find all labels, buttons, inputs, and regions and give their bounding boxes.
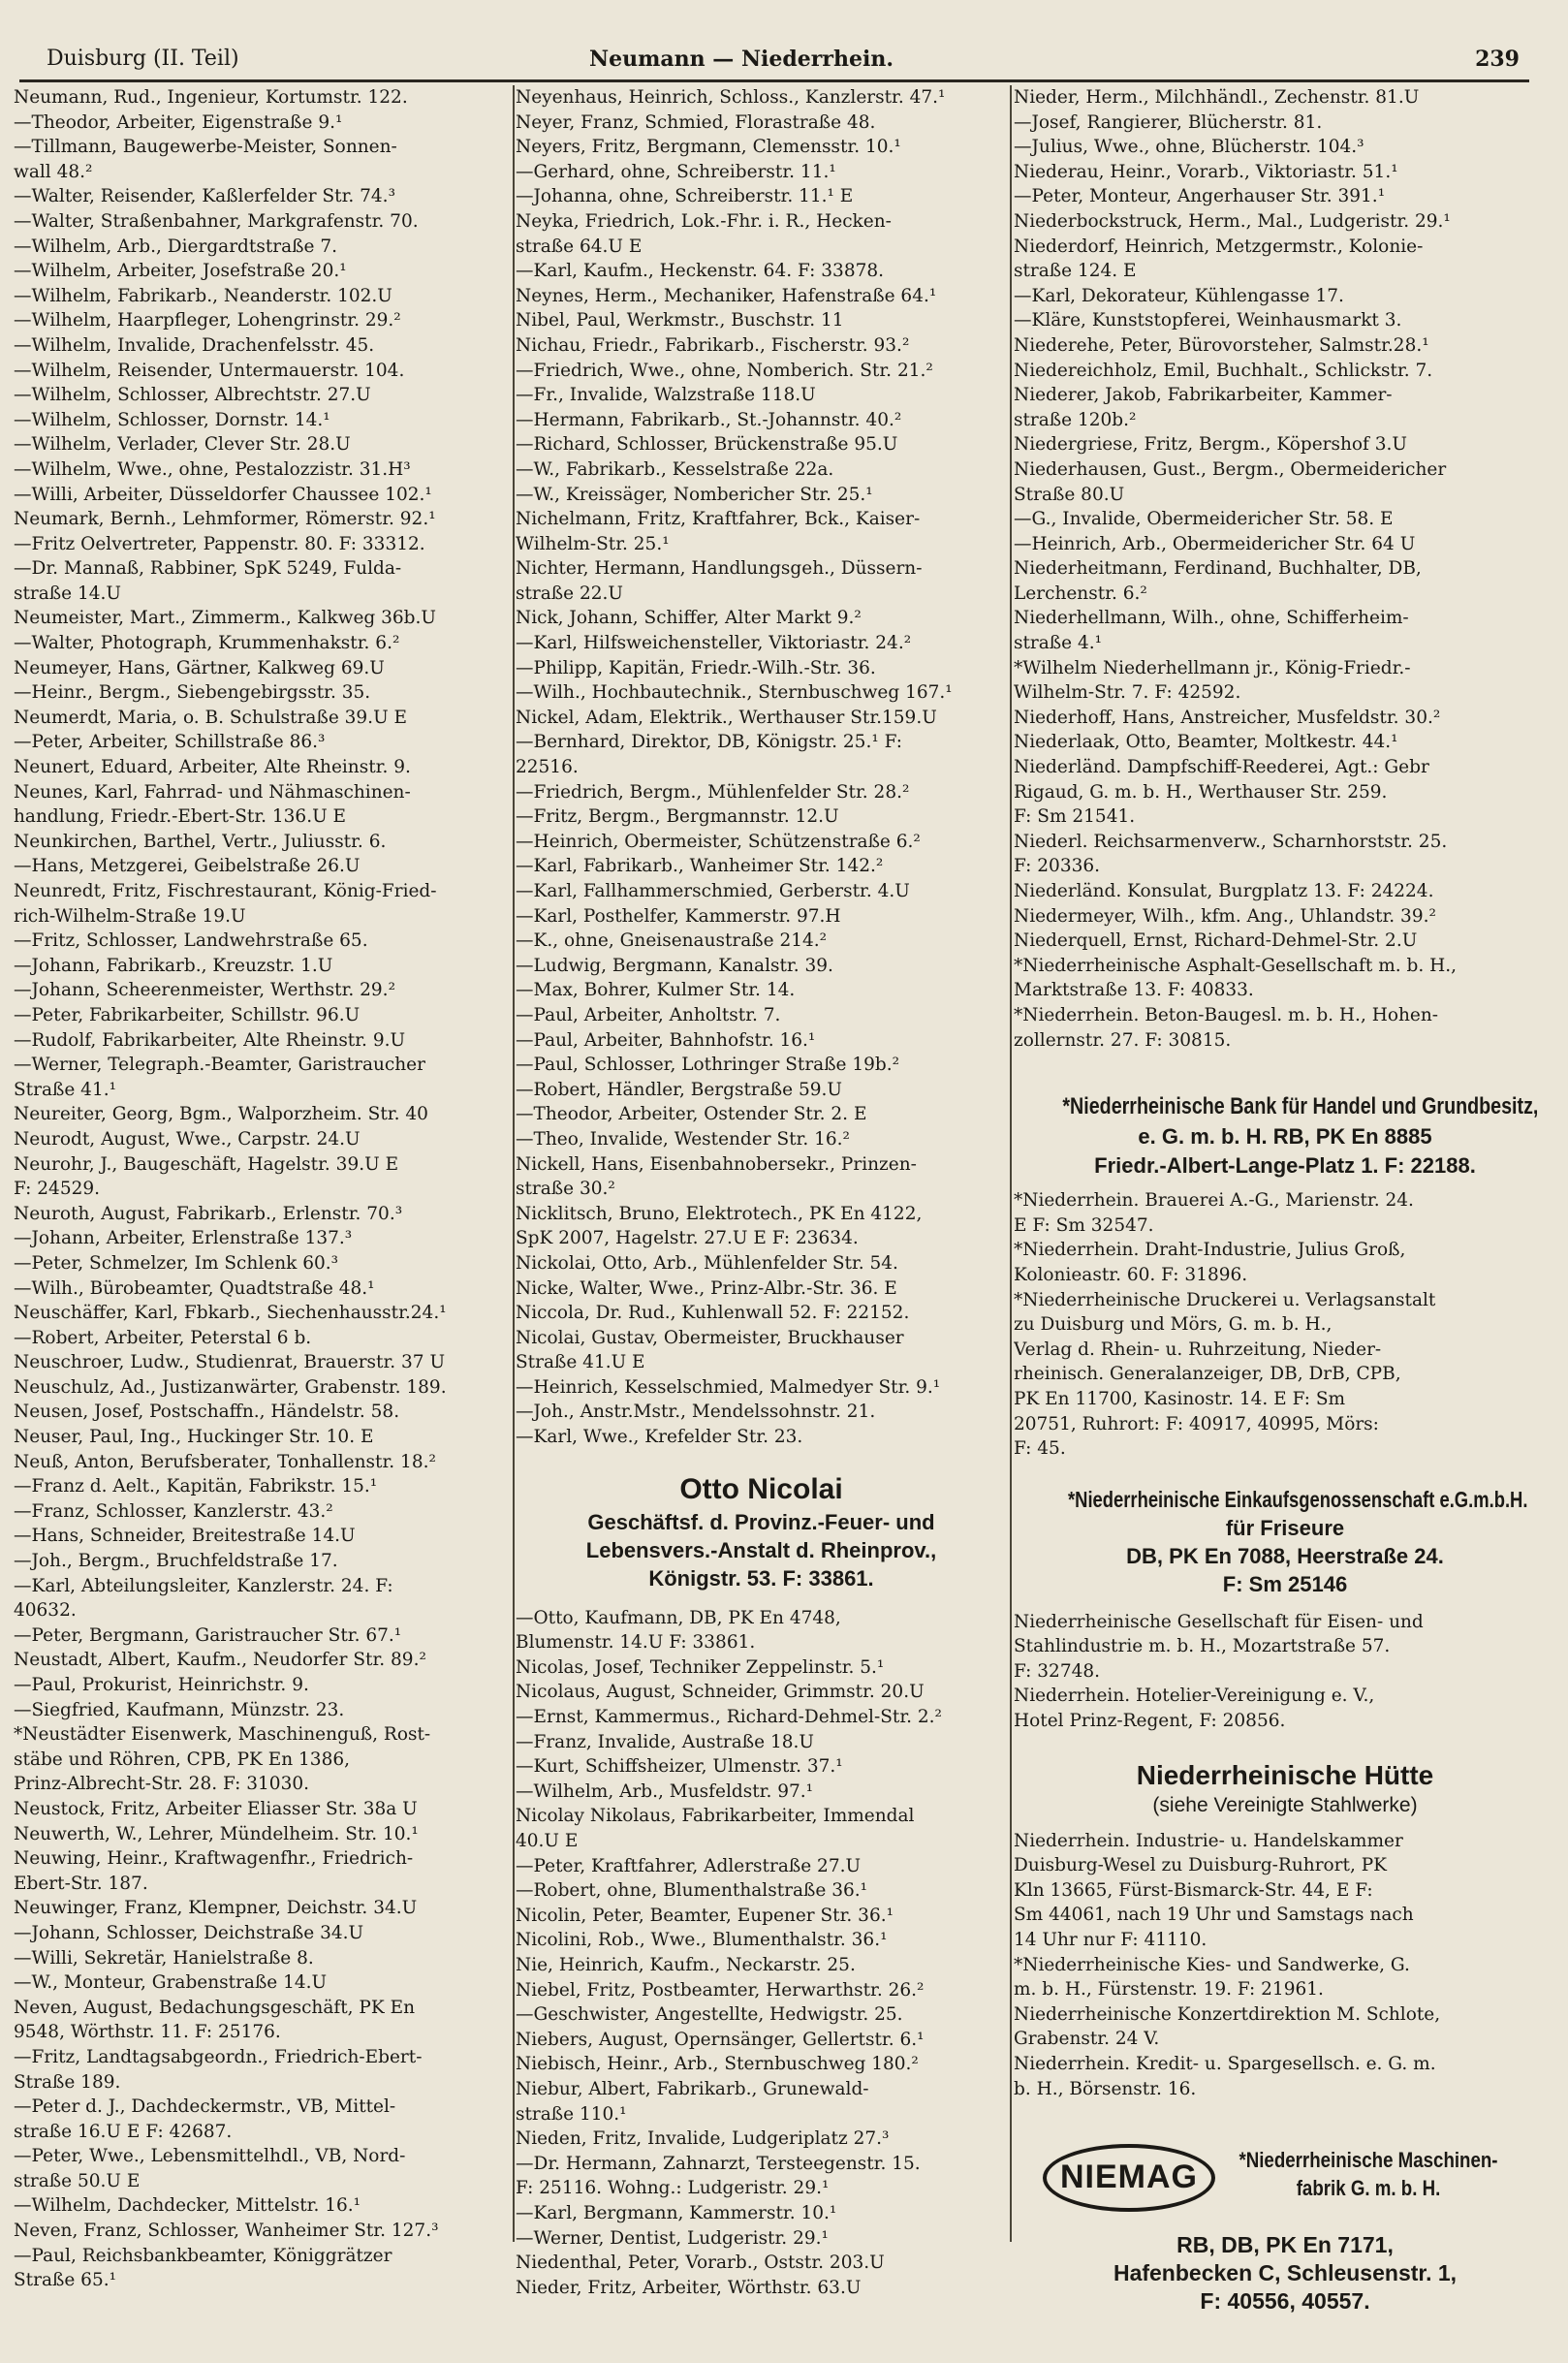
- directory-entry-line: F: Sm 21541.: [1014, 806, 1136, 828]
- directory-entry-line: —Geschwister, Angestellte, Hedwigstr. 25.: [516, 2004, 903, 2026]
- directory-entry-line: Straße 41.U E: [516, 1352, 645, 1373]
- directory-entry-line: rich-Wilhelm-Straße 19.U: [14, 905, 246, 927]
- directory-entry-line: Sm 44061, nach 19 Uhr und Samstags nach: [1014, 1905, 1414, 1926]
- ad-line: Friedr.-Albert-Lange-Platz 1. F: 22188.: [1094, 1153, 1476, 1179]
- directory-entry-line: —Hans, Metzgerei, Geibelstraße 26.U: [14, 856, 361, 877]
- directory-entry-line: —Franz d. Aelt., Kapitän, Fabrikstr. 15.¹: [14, 1476, 378, 1497]
- directory-entry-line: Nickolai, Otto, Arb., Mühlenfelder Str. 54.: [516, 1252, 898, 1274]
- directory-entry-line: —Willi, Arbeiter, Düsseldorfer Chaussee 102.¹: [14, 484, 432, 505]
- directory-entry-line: —Friedrich, Wwe., ohne, Nomberich. Str. 21.²: [516, 360, 933, 381]
- ad-line: RB, DB, PK En 7171,: [1176, 2232, 1394, 2258]
- directory-entry-line: zollernstr. 27. F: 30815.: [1014, 1029, 1232, 1051]
- directory-entry-line: —Peter d. J., Dachdeckermstr., VB, Mittel-: [14, 2096, 396, 2118]
- directory-entry-line: Neuschroer, Ludw., Studienrat, Brauerstr. 37 U: [14, 1352, 446, 1373]
- entry-list: [1014, 1188, 1556, 1462]
- directory-entry-line: Prinz-Albrecht-Str. 28. F: 31030.: [14, 1774, 309, 1795]
- directory-entry-line: —Wilh., Bürobeamter, Quadtstraße 48.¹: [14, 1277, 375, 1299]
- directory-entry-line: —Robert, ohne, Blumenthalstraße 36.¹: [516, 1880, 868, 1902]
- directory-entry-line: —Walter, Photograph, Krummenhakstr. 6.²: [14, 633, 400, 654]
- directory-entry-line: —Karl, Bergmann, Kammerstr. 10.¹: [516, 2202, 837, 2223]
- ad-line: (siehe Vereinigte Stahlwerke): [1152, 1793, 1418, 1816]
- directory-entry-line: —Wilhelm, Reisender, Untermauerstr. 104.: [14, 360, 405, 381]
- directory-entry-line: straße 50.U E: [14, 2170, 141, 2191]
- directory-entry-line: *Niederrheinische Kies- und Sandwerke, G.: [1014, 1954, 1410, 1975]
- directory-entry-line: Kln 13665, Fürst-Bismarck-Str. 44, E F:: [1014, 1879, 1373, 1901]
- directory-entry-line: Neunkirchen, Barthel, Vertr., Juliusstr. 6.: [14, 831, 387, 852]
- directory-entry-line: Wilhelm-Str. 7. F: 42592.: [1014, 682, 1241, 704]
- directory-entry-line: Neven, Franz, Schlosser, Wanheimer Str. 127.³: [14, 2221, 439, 2242]
- directory-entry-line: 22516.: [516, 757, 579, 778]
- directory-entry-line: Niederrhein. Kredit- u. Spargesellsch. e. G. m.: [1014, 2054, 1436, 2074]
- column-3: [1014, 85, 1556, 2363]
- directory-entry-line: stäbe und Röhren, CPB, PK En 1386,: [14, 1749, 351, 1770]
- directory-entry-line: Straße 80.U: [1014, 484, 1125, 505]
- directory-entry-line: Ebert-Str. 187.: [14, 1873, 148, 1894]
- directory-entry-line: —Wilhelm, Arb., Diergardtstraße 7.: [14, 236, 337, 257]
- directory-entry-line: —Joh., Bergm., Bruchfeldstraße 17.: [14, 1551, 338, 1572]
- directory-entry-line: Niederehe, Peter, Bürovorsteher, Salmstr.28.¹: [1014, 334, 1429, 356]
- directory-entry-line: —W., Monteur, Grabenstraße 14.U: [14, 1972, 328, 1994]
- directory-entry-line: —Werner, Dentist, Ludgeristr. 29.¹: [516, 2227, 829, 2249]
- directory-entry-line: Neyers, Fritz, Bergmann, Clemensstr. 10.¹: [516, 137, 901, 158]
- directory-entry-line: —Paul, Arbeiter, Bahnhofstr. 16.¹: [516, 1029, 816, 1051]
- niemag-logo-text: NIEMAG: [1060, 2158, 1198, 2196]
- entry-list: [516, 85, 1007, 1450]
- directory-entry-line: —Philipp, Kapitän, Friedr.-Wilh.-Str. 36.: [516, 657, 876, 678]
- directory-entry-line: Neunes, Karl, Fahrrad- und Nähmaschinen-: [14, 781, 411, 803]
- directory-entry-line: straße 22.U: [516, 583, 623, 604]
- directory-entry-line: Nicolini, Rob., Wwe., Blumenthalstr. 36.¹: [516, 1930, 888, 1951]
- directory-entry-line: Niederrheinische Konzertdirektion M. Schlote,: [1014, 2003, 1441, 2025]
- ad-niemag: [1014, 2140, 1556, 2363]
- directory-entry-line: 20751, Ruhrort: F: 40917, 40995, Mörs:: [1014, 1413, 1379, 1434]
- directory-entry-line: —Willi, Sekretär, Hanielstraße 8.: [14, 1947, 314, 1969]
- directory-entry-line: Nie, Heinrich, Kaufm., Neckarstr. 25.: [516, 1954, 856, 1975]
- directory-entry-line: Neureiter, Georg, Bgm., Walporzheim. Str. 40: [14, 1104, 428, 1125]
- directory-entry-line: —Rudolf, Fabrikarbeiter, Alte Rheinstr. 9.U: [14, 1029, 406, 1051]
- directory-entry-line: Niederhausen, Gust., Bergm., Obermeidericher: [1014, 458, 1447, 480]
- directory-entry-line: —Fritz Oelvertreter, Pappenstr. 80. F: 33312.: [14, 533, 425, 554]
- directory-entry-line: straße 14.U: [14, 583, 121, 604]
- directory-entry-line: Kolonieastr. 60. F: 31896.: [1014, 1264, 1248, 1285]
- directory-entry-line: —Theodor, Arbeiter, Ostender Str. 2. E: [516, 1104, 867, 1125]
- directory-entry-line: straße 110.¹: [516, 2103, 627, 2125]
- directory-entry-line: Blumenstr. 14.U F: 33861.: [516, 1632, 756, 1654]
- directory-entry-line: Niebers, August, Opernsänger, Gellertstr. 6.¹: [516, 2029, 925, 2050]
- directory-entry-line: rheinisch. Generalanzeiger, DB, DrB, CPB,: [1014, 1364, 1401, 1385]
- directory-entry-line: —Peter, Monteur, Angerhauser Str. 391.¹: [1014, 186, 1386, 207]
- directory-entry-line: —Karl, Kaufm., Heckenstr. 64. F: 33878.: [516, 261, 885, 282]
- directory-entry-line: F: 25116. Wohng.: Ludgeristr. 29.¹: [516, 2178, 830, 2199]
- directory-entry-line: Nieder, Herm., Milchhändl., Zechenstr. 81.U: [1014, 87, 1420, 108]
- directory-entry-line: Neuwerth, W., Lehrer, Mündelheim. Str. 10.¹: [14, 1823, 419, 1844]
- directory-entry-line: —Ludwig, Bergmann, Kanalstr. 39.: [516, 955, 833, 976]
- directory-entry-line: *Niederrheinische Druckerei u. Verlagsanstalt: [1014, 1289, 1436, 1310]
- directory-entry-line: Niederbockstruck, Herm., Mal., Ludgeristr. 29.¹: [1014, 210, 1451, 232]
- directory-entry-line: F: 20336.: [1014, 856, 1101, 877]
- directory-entry-line: Niederhoff, Hans, Anstreicher, Musfeldstr. 30.²: [1014, 707, 1441, 728]
- ad-title: Niederrheinische Hütte: [1136, 1759, 1434, 1790]
- ad-company-name: [1237, 2146, 1500, 2202]
- directory-entry-line: Neuroth, August, Fabrikarb., Erlenstr. 70.³: [14, 1203, 403, 1224]
- directory-entry-line: Niedereichholz, Emil, Buchhalt., Schlickstr. 7.: [1014, 360, 1433, 381]
- directory-entry-line: Marktstraße 13. F: 40833.: [1014, 980, 1254, 1001]
- directory-entry-line: Nicolai, Gustav, Obermeister, Bruckhauser: [516, 1327, 904, 1348]
- directory-entry-line: —G., Invalide, Obermeidericher Str. 58. E: [1014, 509, 1394, 530]
- directory-entry-line: straße 120b.²: [1014, 409, 1137, 430]
- directory-entry-line: Hotel Prinz-Regent, F: 20856.: [1014, 1711, 1286, 1732]
- directory-entry-line: —Peter, Arbeiter, Schillstraße 86.³: [14, 732, 326, 753]
- directory-entry-line: —Wilhelm, Verlader, Clever Str. 28.U: [14, 434, 351, 456]
- directory-entry-line: Neumann, Rud., Ingenieur, Kortumstr. 122.: [14, 87, 408, 108]
- column-1: [14, 85, 517, 2293]
- directory-entry-line: —Wilhelm, Invalide, Drachenfelsstr. 45.: [14, 334, 375, 356]
- directory-entry-line: —Theodor, Arbeiter, Eigenstraße 9.¹: [14, 111, 343, 133]
- directory-entry-line: —Karl, Fallhammerschmied, Gerberstr. 4.U: [516, 881, 910, 901]
- directory-entry-line: Niebel, Fritz, Postbeamter, Herwarthstr. 26.²: [516, 1979, 925, 2001]
- directory-entry-line: m. b. H., Fürstenstr. 19. F: 21961.: [1014, 1979, 1324, 2001]
- directory-entry-line: Niederer, Jakob, Fabrikarbeiter, Kammer-: [1014, 385, 1393, 406]
- directory-entry-line: —Karl, Fabrikarb., Wanheimer Str. 142.²: [516, 856, 884, 877]
- directory-entry-line: —W., Kreissäger, Nombericher Str. 25.¹: [516, 484, 873, 505]
- directory-entry-line: —Franz, Invalide, Austraße 18.U: [516, 1731, 814, 1752]
- directory-entry-line: —Fr., Invalide, Walzstraße 118.U: [516, 385, 816, 406]
- directory-entry-line: straße 16.U E F: 42687.: [14, 2121, 233, 2142]
- directory-entry-line: —Hans, Schneider, Breitestraße 14.U: [14, 1526, 356, 1547]
- directory-entry-line: *Niederrheinische Asphalt-Gesellschaft m. b. H.,: [1014, 955, 1457, 976]
- directory-entry-line: Neumeyer, Hans, Gärtner, Kalkweg 69.U: [14, 657, 385, 678]
- directory-entry-line: F: 45.: [1014, 1438, 1066, 1460]
- directory-entry-line: 40632.: [14, 1600, 77, 1622]
- directory-entry-line: Nicolas, Josef, Techniker Zeppelinstr. 5.¹: [516, 1656, 885, 1678]
- directory-entry-line: —Richard, Schlosser, Brückenstraße 95.U: [516, 434, 898, 456]
- directory-entry-line: —Karl, Dekorateur, Kühlengasse 17.: [1014, 285, 1344, 306]
- ad-line: Lebensvers.-Anstalt d. Rheinprov.,: [585, 1537, 937, 1562]
- directory-entry-line: Neurodt, August, Wwe., Carpstr. 24.U: [14, 1128, 361, 1150]
- directory-entry-line: Nicolay Nikolaus, Fabrikarbeiter, Immendal: [516, 1806, 915, 1827]
- directory-entry-line: Neusen, Josef, Postschaffn., Händelstr. 58.: [14, 1402, 400, 1423]
- directory-entry-line: —Paul, Prokurist, Heinrichstr. 9.: [14, 1675, 309, 1695]
- directory-entry-line: —Kurt, Schiffsheizer, Ulmenstr. 37.¹: [516, 1756, 843, 1778]
- ad-line: F: 40556, 40557.: [1200, 2288, 1370, 2315]
- directory-entry-line: —Peter, Schmelzer, Im Schlenk 60.³: [14, 1252, 339, 1274]
- directory-entry-line: Rigaud, G. m. b. H., Werthauser Str. 259.: [1014, 781, 1388, 803]
- directory-entry-line: —Werner, Telegraph.-Beamter, Garistraucher: [14, 1055, 425, 1076]
- directory-entry-line: —Karl, Abteilungsleiter, Kanzlerstr. 24. F:: [14, 1575, 393, 1596]
- directory-entry-line: —Peter, Wwe., Lebensmittelhdl., VB, Nord-: [14, 2146, 406, 2167]
- ad-line: F: Sm 25146: [1222, 1571, 1348, 1596]
- ad-niederrheinische-bank: [1014, 1091, 1556, 1181]
- directory-entry-line: —Robert, Händler, Bergstraße 59.U: [516, 1079, 842, 1100]
- directory-entry-line: Lerchenstr. 6.²: [1014, 583, 1147, 604]
- directory-entry-line: Neuß, Anton, Berufsberater, Tonhallenstr. 18.²: [14, 1451, 436, 1472]
- directory-entry-line: Nicklitsch, Bruno, Elektrotech., PK En 4122,: [516, 1203, 923, 1224]
- directory-entry-line: *Niederrhein. Brauerei A.-G., Marienstr. 24.: [1014, 1190, 1414, 1212]
- ad-einkaufsgenossenschaft: [1014, 1485, 1556, 1598]
- page-number: 239: [1475, 47, 1520, 72]
- directory-entry-line: 14 Uhr nur F: 41110.: [1014, 1930, 1207, 1951]
- directory-entry-line: —Franz, Schlosser, Kanzlerstr. 43.²: [14, 1500, 333, 1522]
- directory-entry-line: —Wilhelm, Wwe., ohne, Pestalozzistr. 31.H³: [14, 458, 411, 480]
- directory-entry-line: Nicolin, Peter, Beamter, Eupener Str. 36.¹: [516, 1905, 894, 1926]
- directory-entry-line: Neustadt, Albert, Kaufm., Neudorfer Str. 89.²: [14, 1650, 426, 1671]
- directory-entry-line: —Paul, Schlosser, Lothringer Straße 19b.²: [516, 1055, 900, 1076]
- directory-entry-line: Stahlindustrie m. b. H., Mozartstraße 57.: [1014, 1636, 1391, 1657]
- directory-entry-line: —Dr. Mannaß, Rabbiner, SpK 5249, Fulda-: [14, 558, 402, 580]
- directory-entry-line: Neuser, Paul, Ing., Huckinger Str. 10. E: [14, 1427, 374, 1448]
- ad-niederrheinische-huette: [1014, 1759, 1556, 1819]
- entry-list: [1014, 85, 1556, 1053]
- header-rule: [19, 79, 1529, 82]
- directory-entry-line: Niederlaak, Otto, Beamter, Moltkestr. 44.¹: [1014, 732, 1398, 753]
- directory-entry-line: Straße 189.: [14, 2071, 121, 2093]
- directory-entry-line: 40.U E: [516, 1831, 579, 1851]
- directory-entry-line: straße 124. E: [1014, 261, 1137, 282]
- directory-entry-line: Niccola, Dr. Rud., Kuhlenwall 52. F: 22152.: [516, 1303, 910, 1324]
- directory-entry-line: Niederrhein. Hotelier-Vereinigung e. V.,: [1014, 1686, 1375, 1707]
- directory-entry-line: —Otto, Kaufmann, DB, PK En 4748,: [516, 1607, 841, 1628]
- ad-line: Hafenbecken C, Schleusenstr. 1,: [1113, 2260, 1458, 2286]
- directory-entry-line: *Wilhelm Niederhellmann jr., König-Friedr.-: [1014, 657, 1411, 678]
- directory-entry-line: Niedermeyer, Wilh., kfm. Ang., Uhlandstr. 39.²: [1014, 905, 1436, 927]
- directory-entry-line: —Dr. Hermann, Zahnarzt, Tersteegenstr. 15.: [516, 2153, 921, 2174]
- directory-entry-line: —Robert, Arbeiter, Peterstal 6 b.: [14, 1327, 312, 1348]
- directory-entry-line: —Friedrich, Bergm., Mühlenfelder Str. 28.²: [516, 781, 910, 803]
- directory-entry-line: Neustock, Fritz, Arbeiter Eliasser Str. 38a U: [14, 1798, 418, 1819]
- directory-entry-line: Niedenthal, Peter, Vorarb., Oststr. 203.U: [516, 2253, 885, 2274]
- directory-entry-line: —Wilhelm, Schlosser, Albrechtstr. 27.U: [14, 385, 371, 406]
- directory-entry-line: —Paul, Arbeiter, Anholtstr. 7.: [516, 1004, 781, 1025]
- directory-entry-line: E F: Sm 32547.: [1014, 1214, 1154, 1236]
- directory-entry-line: handlung, Friedr.-Ebert-Str. 136.U E: [14, 806, 347, 828]
- directory-entry-line: Nicolaus, August, Schneider, Grimmstr. 20.U: [516, 1682, 925, 1703]
- directory-entry-line: —Bernhard, Direktor, DB, Königstr. 25.¹ F:: [516, 732, 903, 753]
- directory-entry-line: Neurohr, J., Baugeschäft, Hagelstr. 39.U E: [14, 1153, 399, 1175]
- directory-entry-line: Neyka, Friedrich, Lok.-Fhr. i. R., Hecken-: [516, 210, 892, 232]
- directory-entry-line: —Wilhelm, Arbeiter, Josefstraße 20.¹: [14, 261, 347, 282]
- directory-entry-line: SpK 2007, Hagelstr. 27.U E F: 23634.: [516, 1228, 859, 1249]
- directory-entry-line: —Wilhelm, Arb., Musfeldstr. 97.¹: [516, 1780, 814, 1802]
- entry-list: [14, 85, 517, 2293]
- ad-otto-nicolai: [516, 1471, 1007, 1592]
- directory-entry-line: Nibel, Paul, Werkmstr., Buschstr. 11: [516, 310, 844, 331]
- directory-entry-line: —Wilh., Hochbautechnik., Sternbuschweg 167.¹: [516, 682, 953, 704]
- directory-entry-line: Niedergriese, Fritz, Bergm., Köpershof 3.U: [1014, 434, 1408, 456]
- directory-entry-line: Neuwinger, Franz, Klempner, Deichstr. 34.U: [14, 1898, 418, 1919]
- directory-entry-line: —Walter, Reisender, Kaßlerfelder Str. 74.³: [14, 186, 395, 207]
- directory-entry-line: Nichelmann, Fritz, Kraftfahrer, Bck., Kaiser-: [516, 509, 921, 530]
- directory-entry-line: Neuschäffer, Karl, Fbkarb., Siechenhausstr.24.¹: [14, 1303, 447, 1324]
- directory-entry-line: —Wilhelm, Haarpfleger, Lohengrinstr. 29.²: [14, 310, 401, 331]
- directory-entry-line: —Walter, Straßenbahner, Markgrafenstr. 70.: [14, 210, 419, 232]
- directory-entry-line: *Niederrhein. Beton-Baugesl. m. b. H., Hohen-: [1014, 1004, 1439, 1025]
- directory-entry-line: *Niederrhein. Draht-Industrie, Julius Groß,: [1014, 1240, 1406, 1261]
- directory-entry-line: —Theo, Invalide, Westender Str. 16.²: [516, 1128, 850, 1150]
- directory-entry-line: Niederländ. Dampfschiff-Reederei, Agt.: Gebr: [1014, 757, 1429, 778]
- ad-line: Königstr. 53. F: 33861.: [648, 1565, 874, 1591]
- directory-entry-line: Neunert, Eduard, Arbeiter, Alte Rheinstr. 9.: [14, 757, 411, 778]
- directory-entry-line: Niebur, Albert, Fabrikarb., Grunewald-: [516, 2078, 869, 2099]
- directory-entry-line: —Fritz, Schlosser, Landwehrstraße 65.: [14, 930, 368, 952]
- ad-line: e. G. m. b. H. RB, PK En 8885: [1138, 1124, 1432, 1150]
- ad-line: *Niederrheinische Maschinen-: [1239, 2148, 1498, 2173]
- directory-entry-line: —Heinrich, Obermeister, Schützenstraße 6.²: [516, 831, 921, 852]
- directory-entry-line: Straße 65.¹: [14, 2270, 117, 2291]
- entry-list: [516, 1606, 1007, 2301]
- directory-entry-line: —Karl, Wwe., Krefelder Str. 23.: [516, 1427, 803, 1448]
- ad-title: *Niederrheinische Bank für Handel und Grundbesitz,: [1062, 1093, 1539, 1120]
- ad-title: *Niederrheinische Einkaufsgenossenschaft e.G.m.b.H.: [1068, 1486, 1528, 1512]
- directory-entry-line: Niederquell, Ernst, Richard-Dehmel-Str. 2.U: [1014, 930, 1418, 952]
- directory-entry-line: —Peter, Bergmann, Garistraucher Str. 67.¹: [14, 1624, 402, 1646]
- directory-entry-line: Neuschulz, Ad., Justizanwärter, Grabenstr. 189.: [14, 1376, 447, 1398]
- directory-entry-line: Nick, Johann, Schiffer, Alter Markt 9.²: [516, 608, 862, 629]
- directory-entry-line: wall 48.²: [14, 161, 93, 182]
- directory-entry-line: —Fritz, Bergm., Bergmannstr. 12.U: [516, 806, 839, 828]
- directory-entry-line: —Johann, Schlosser, Deichstraße 34.U: [14, 1922, 364, 1943]
- directory-entry-line: —Paul, Reichsbankbeamter, Königgrätzer: [14, 2245, 392, 2266]
- directory-entry-line: —Wilhelm, Schlosser, Dornstr. 14.¹: [14, 409, 330, 430]
- directory-entry-line: straße 4.¹: [1014, 633, 1103, 654]
- directory-entry-line: —Heinrich, Kesselschmied, Malmedyer Str. 9.¹: [516, 1376, 941, 1398]
- directory-entry-line: —Josef, Rangierer, Blücherstr. 81.: [1014, 111, 1323, 133]
- directory-entry-line: Nickell, Hans, Eisenbahnobersekr., Prinzen-: [516, 1153, 917, 1175]
- directory-entry-line: —Johann, Fabrikarb., Kreuzstr. 1.U: [14, 955, 333, 976]
- directory-entry-line: —Ernst, Kammermus., Richard-Dehmel-Str. 2.²: [516, 1707, 942, 1728]
- directory-entry-line: Neumeister, Mart., Zimmerm., Kalkweg 36b.U: [14, 608, 436, 629]
- directory-entry-line: —Karl, Posthelfer, Kammerstr. 97.H: [516, 905, 841, 927]
- directory-entry-line: b. H., Börsenstr. 16.: [1014, 2078, 1197, 2099]
- directory-entry-line: zu Duisburg und Mörs, G. m. b. H.,: [1014, 1314, 1333, 1336]
- directory-entry-line: —W., Fabrikarb., Kesselstraße 22a.: [516, 458, 834, 480]
- directory-entry-line: —Wilhelm, Fabrikarb., Neanderstr. 102.U: [14, 285, 392, 306]
- directory-entry-line: Nieder, Fritz, Arbeiter, Wörthstr. 63.U: [516, 2277, 862, 2298]
- directory-entry-line: Niederau, Heinr., Vorarb., Viktoriastr. 51.¹: [1014, 161, 1398, 182]
- directory-entry-line: —Peter, Kraftfahrer, Adlerstraße 27.U: [516, 1855, 862, 1876]
- directory-entry-line: Neumark, Bernh., Lehmformer, Römerstr. 92.¹: [14, 509, 436, 530]
- directory-entry-line: straße 30.²: [516, 1179, 615, 1200]
- ad-line: Geschäftsf. d. Provinz.-Feuer- und: [587, 1509, 935, 1534]
- entry-list: [1014, 1829, 1556, 2102]
- directory-entry-line: PK En 11700, Kasinostr. 14. E F: Sm: [1014, 1388, 1346, 1409]
- directory-entry-line: —K., ohne, Gneisenaustraße 214.²: [516, 930, 828, 952]
- ad-line: für Friseure: [1225, 1515, 1345, 1540]
- directory-entry-line: —Johanna, ohne, Schreiberstr. 11.¹ E: [516, 186, 854, 207]
- ad-contact: [1014, 2231, 1556, 2316]
- directory-entry-line: —Heinr., Bergm., Siebengebirgsstr. 35.: [14, 682, 371, 704]
- directory-entry-line: Niederhellmann, Wilh., ohne, Schifferheim-: [1014, 608, 1409, 629]
- directory-entry-line: Verlag d. Rhein- u. Ruhrzeitung, Nieder-: [1014, 1339, 1382, 1360]
- niemag-logo: [1043, 2144, 1215, 2212]
- directory-entry-line: Neunredt, Fritz, Fischrestaurant, König-Fried-: [14, 881, 437, 901]
- entry-list: [1014, 1610, 1556, 1734]
- directory-entry-line: Grabenstr. 24 V.: [1014, 2029, 1160, 2050]
- directory-entry-line: 9548, Wörthstr. 11. F: 25176.: [14, 2022, 281, 2043]
- directory-entry-line: —Kläre, Kunststopferei, Weinhausmarkt 3.: [1014, 310, 1402, 331]
- directory-entry-line: Niebisch, Heinr., Arb., Sternbuschweg 180.²: [516, 2054, 919, 2075]
- directory-entry-line: Niederrheinische Gesellschaft für Eisen- und: [1014, 1611, 1424, 1632]
- directory-entry-line: Duisburg-Wesel zu Duisburg-Ruhrort, PK: [1014, 1855, 1387, 1876]
- directory-entry-line: Nichter, Hermann, Handlungsgeh., Düssern-: [516, 558, 923, 580]
- directory-entry-line: —Heinrich, Arb., Obermeidericher Str. 64 U: [1014, 533, 1416, 554]
- directory-entry-line: Nicke, Walter, Wwe., Prinz-Albr.-Str. 36. E: [516, 1277, 897, 1299]
- directory-entry-line: Niederl. Reichsarmenverw., Scharnhorststr. 25.: [1014, 831, 1448, 852]
- page-header: [47, 43, 1520, 81]
- ad-title: Otto Nicolai: [679, 1472, 843, 1505]
- directory-entry-line: Straße 41.¹: [14, 1079, 117, 1100]
- directory-entry-line: —Hermann, Fabrikarb., St.-Johannstr. 40.²: [516, 409, 902, 430]
- directory-entry-line: straße 64.U E: [516, 236, 643, 257]
- directory-entry-line: Niederheitmann, Ferdinand, Buchhalter, DB,: [1014, 558, 1422, 580]
- directory-entry-line: —Siegfried, Kaufmann, Münzstr. 23.: [14, 1699, 345, 1720]
- directory-entry-line: *Neustädter Eisenwerk, Maschinenguß, Rost-: [14, 1724, 431, 1746]
- directory-entry-line: —Wilhelm, Dachdecker, Mittelstr. 16.¹: [14, 2195, 361, 2217]
- directory-entry-line: Neuwing, Heinr., Kraftwagenfhr., Friedrich-: [14, 1848, 414, 1870]
- directory-entry-line: Niederdorf, Heinrich, Metzgermstr., Kolonie-: [1014, 236, 1424, 257]
- header-section-title: Duisburg (II. Teil): [47, 47, 239, 71]
- directory-entry-line: Nickel, Adam, Elektrik., Werthauser Str.159.U: [516, 707, 937, 728]
- ad-line: DB, PK En 7088, Heerstraße 24.: [1126, 1543, 1444, 1568]
- directory-entry-line: —Johann, Arbeiter, Erlenstraße 137.³: [14, 1228, 353, 1249]
- directory-entry-line: —Johann, Scheerenmeister, Werthstr. 29.²: [14, 980, 395, 1001]
- header-name-range: Neumann — Niederrhein.: [589, 47, 894, 72]
- directory-entry-line: Neyenhaus, Heinrich, Schloss., Kanzlerstr. 47.¹: [516, 87, 946, 108]
- directory-entry-line: Wilhelm-Str. 25.¹: [516, 533, 670, 554]
- directory-entry-line: Niederrhein. Industrie- u. Handelskammer: [1014, 1830, 1403, 1851]
- directory-entry-line: Neynes, Herm., Mechaniker, Hafenstraße 64.¹: [516, 285, 937, 306]
- directory-entry-line: —Julius, Wwe., ohne, Blücherstr. 104.³: [1014, 137, 1364, 158]
- directory-entry-line: Neyer, Franz, Schmied, Florastraße 48.: [516, 111, 876, 133]
- directory-entry-line: F: 24529.: [14, 1179, 101, 1200]
- directory-entry-line: —Tillmann, Baugewerbe-Meister, Sonnen-: [14, 137, 397, 158]
- directory-entry-line: F: 32748.: [1014, 1660, 1101, 1682]
- directory-entry-line: Nichau, Friedr., Fabrikarb., Fischerstr. 93.²: [516, 334, 910, 356]
- directory-entry-line: —Joh., Anstr.Mstr., Mendelssohnstr. 21.: [516, 1402, 876, 1423]
- directory-entry-line: Nieden, Fritz, Invalide, Ludgeriplatz 27.³: [516, 2128, 890, 2150]
- directory-entry-line: Niederländ. Konsulat, Burgplatz 13. F: 24224.: [1014, 881, 1434, 901]
- directory-entry-line: —Peter, Fabrikarbeiter, Schillstr. 96.U: [14, 1004, 361, 1025]
- column-2: [516, 85, 1007, 2300]
- column-divider: [1010, 85, 1012, 2242]
- directory-entry-line: —Fritz, Landtagsabgeordn., Friedrich-Ebert-: [14, 2046, 423, 2067]
- directory-entry-line: Neven, August, Bedachungsgeschäft, PK En: [14, 1997, 415, 2018]
- directory-entry-line: —Karl, Hilfsweichensteller, Viktoriastr. 24.²: [516, 633, 912, 654]
- directory-entry-line: Neumerdt, Maria, o. B. Schulstraße 39.U E: [14, 707, 408, 728]
- directory-entry-line: —Max, Bohrer, Kulmer Str. 14.: [516, 980, 796, 1001]
- directory-entry-line: —Gerhard, ohne, Schreiberstr. 11.¹: [516, 161, 836, 182]
- ad-line: fabrik G. m. b. H.: [1296, 2176, 1441, 2201]
